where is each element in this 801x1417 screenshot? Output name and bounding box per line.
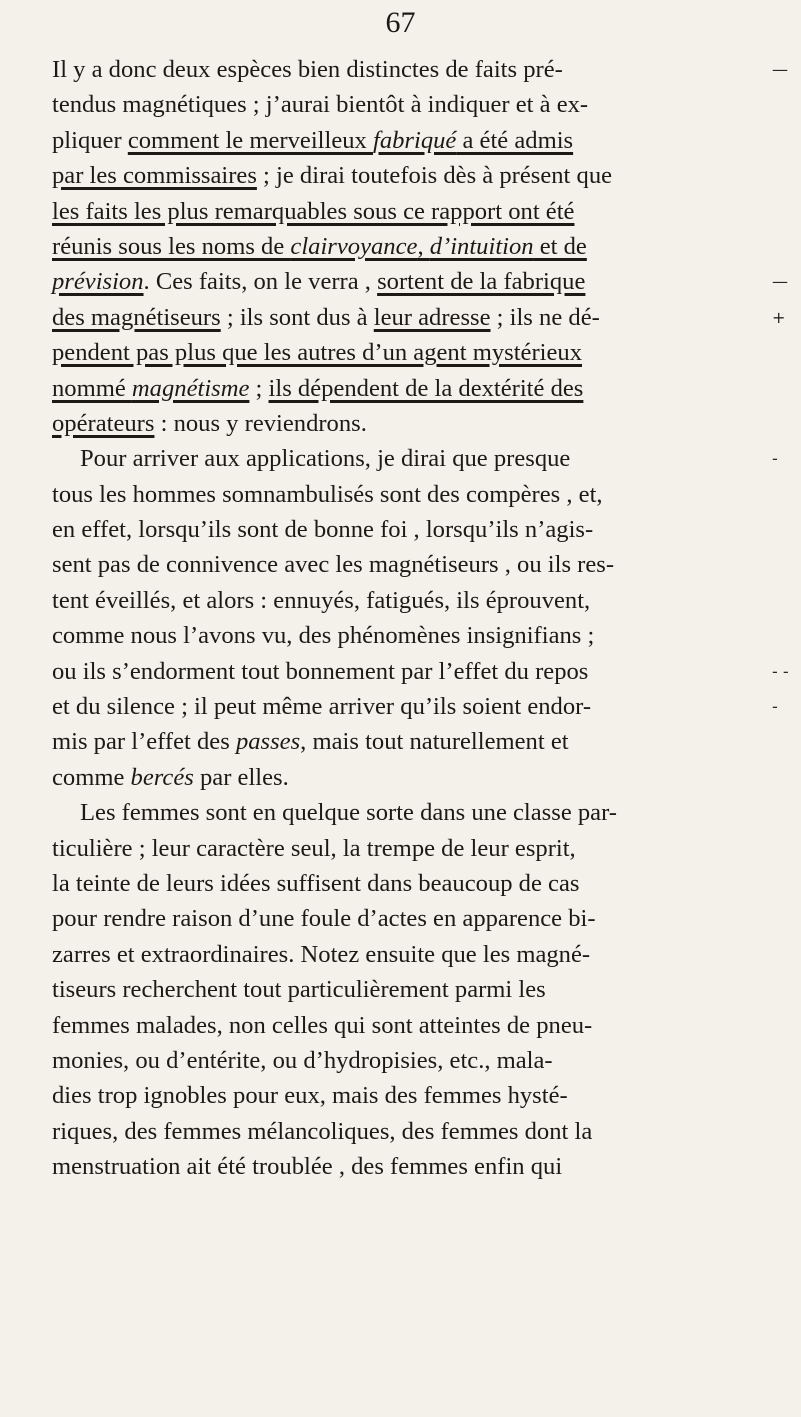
text-run: mis par l’effet des <box>52 728 236 756</box>
underlined-text: les faits les plus remarquables sous ce rapport ont été <box>52 197 575 225</box>
text-run: pliquer <box>52 126 128 154</box>
underlined-italic-text: magnétisme <box>131 374 250 402</box>
text-run: ; ils sont dus à <box>220 303 374 331</box>
italic-text: clairvoyance <box>290 232 418 260</box>
text-line <box>52 831 750 866</box>
text-line <box>52 866 750 901</box>
text-run: ou ils s’endorment tout bonnement par l’effet du repos <box>52 657 589 685</box>
text-run: et de <box>533 232 587 260</box>
text-run: sent pas de connivence avec les magnétiseurs , ou ils res- <box>52 551 615 579</box>
text-line <box>52 52 750 87</box>
text-run: la teinte de leurs idées suffisent dans beaucoup de cas <box>52 869 580 897</box>
text-run: riques, des femmes mélancoliques, des femmes dont la <box>52 1117 593 1145</box>
text-line <box>52 618 750 653</box>
text-run: ; ils ne dé- <box>490 303 600 331</box>
italic-text: d’intuition <box>429 232 534 260</box>
text-run: femmes malades, non celles qui sont atteintes de pneu- <box>52 1011 593 1039</box>
text-line <box>52 406 750 441</box>
underlined-text: ils dépendent de la dextérité des <box>268 374 584 402</box>
underlined-italic-text: prévision <box>52 268 144 296</box>
text-line <box>52 1078 750 1113</box>
margin-mark: - <box>772 449 778 468</box>
underlined-text: par les commissaires <box>52 162 257 190</box>
text-line <box>52 583 750 618</box>
underlined-text: a été admis <box>456 126 574 154</box>
text-line <box>52 795 750 830</box>
text-run: , <box>417 232 430 260</box>
text-run: menstruation ait été troublée , des femmes enfin qui <box>52 1153 563 1181</box>
text-line <box>52 264 750 299</box>
text-line <box>52 972 750 1007</box>
text-line <box>52 901 750 936</box>
text-line <box>52 654 750 689</box>
text-line <box>52 477 750 512</box>
text-line <box>52 512 750 547</box>
text-line <box>52 1114 750 1149</box>
underlined-text: sortent de la fabrique <box>377 268 586 296</box>
paragraph-start: Pour arriver aux applications, je dirai que presque <box>80 445 571 473</box>
underlined-text: comment le merveilleux <box>127 126 373 154</box>
margin-mark: + <box>772 308 786 327</box>
text-line <box>52 300 750 335</box>
text-run: : nous y reviendrons. <box>154 409 367 437</box>
text-line <box>52 689 750 724</box>
underlined-text: pendent pas plus que les autres d’un agent mystérieux <box>52 339 582 367</box>
margin-mark: - - <box>772 662 789 681</box>
text-run: . Ces faits, on le verra , <box>143 268 378 296</box>
text-run: monies, ou d’entérite, ou d’hydropisies, etc., mala- <box>52 1046 553 1074</box>
text-run: et du silence ; il peut même arriver qu’ils soient endor- <box>52 693 592 721</box>
underlined-text: leur adresse <box>373 303 491 331</box>
italic-text: passes <box>235 728 301 756</box>
text-line <box>52 547 750 582</box>
text-run: , mais tout naturellement et <box>300 728 569 756</box>
text-line <box>52 441 750 476</box>
text-run: tendus magnétiques ; j’aurai bientôt à indiquer et à ex- <box>52 91 589 119</box>
text-line <box>52 194 750 229</box>
underlined-text: des magnétiseurs <box>52 303 221 331</box>
text-line <box>52 123 750 158</box>
text-line <box>52 760 750 795</box>
text-run: tent éveillés, et alors : ennuyés, fatigués, ils éprouvent, <box>52 586 591 614</box>
underlined-text: nommé <box>52 374 132 402</box>
text-line <box>52 87 750 122</box>
underlined-text: réunis sous les noms de <box>52 232 291 260</box>
text-line <box>52 1008 750 1043</box>
italic-text: bercés <box>130 763 194 791</box>
text-line <box>52 1149 750 1184</box>
text-run: comme nous l’avons vu, des phénomènes insignifians ; <box>52 622 595 650</box>
underlined-italic-text: fabriqué <box>372 126 457 154</box>
text-run: Il y a donc deux espèces bien distinctes de faits pré- <box>52 56 563 83</box>
text-run: tous les hommes somnambulisés sont des compères , et, <box>52 480 603 508</box>
margin-mark: - <box>772 697 778 716</box>
text-run: comme <box>52 763 131 791</box>
text-run: par elles. <box>193 763 289 791</box>
text-run: pour rendre raison d’une foule d’actes en apparence bi- <box>52 905 596 933</box>
underlined-text: opérateurs <box>52 409 155 437</box>
text-line <box>52 937 750 972</box>
text-run: dies trop ignobles pour eux, mais des femmes hysté- <box>52 1082 568 1110</box>
text-run: tiseurs recherchent tout particulièrement parmi les <box>52 976 546 1004</box>
text-line <box>52 1043 750 1078</box>
text-line <box>52 229 750 264</box>
text-line <box>52 724 750 759</box>
body-text <box>52 52 750 1185</box>
text-run: ticulière ; leur caractère seul, la trempe de leur esprit, <box>52 834 576 862</box>
text-run: zarres et extraordinaires. Notez ensuite que les magné- <box>52 940 591 968</box>
margin-mark: — <box>772 272 788 291</box>
text-run: ; <box>249 374 269 402</box>
page-number: 67 <box>385 6 416 39</box>
text-run: ; je dirai toutefois dès à présent que <box>256 162 613 190</box>
text-run: en effet, lorsqu’ils sont de bonne foi , lorsqu’ils n’agis- <box>52 516 594 544</box>
paragraph-start: Les femmes sont en quelque sorte dans une classe par- <box>80 799 617 827</box>
text-line <box>52 335 750 370</box>
text-line <box>52 371 750 406</box>
text-line <box>52 158 750 193</box>
margin-mark: — <box>772 60 788 79</box>
